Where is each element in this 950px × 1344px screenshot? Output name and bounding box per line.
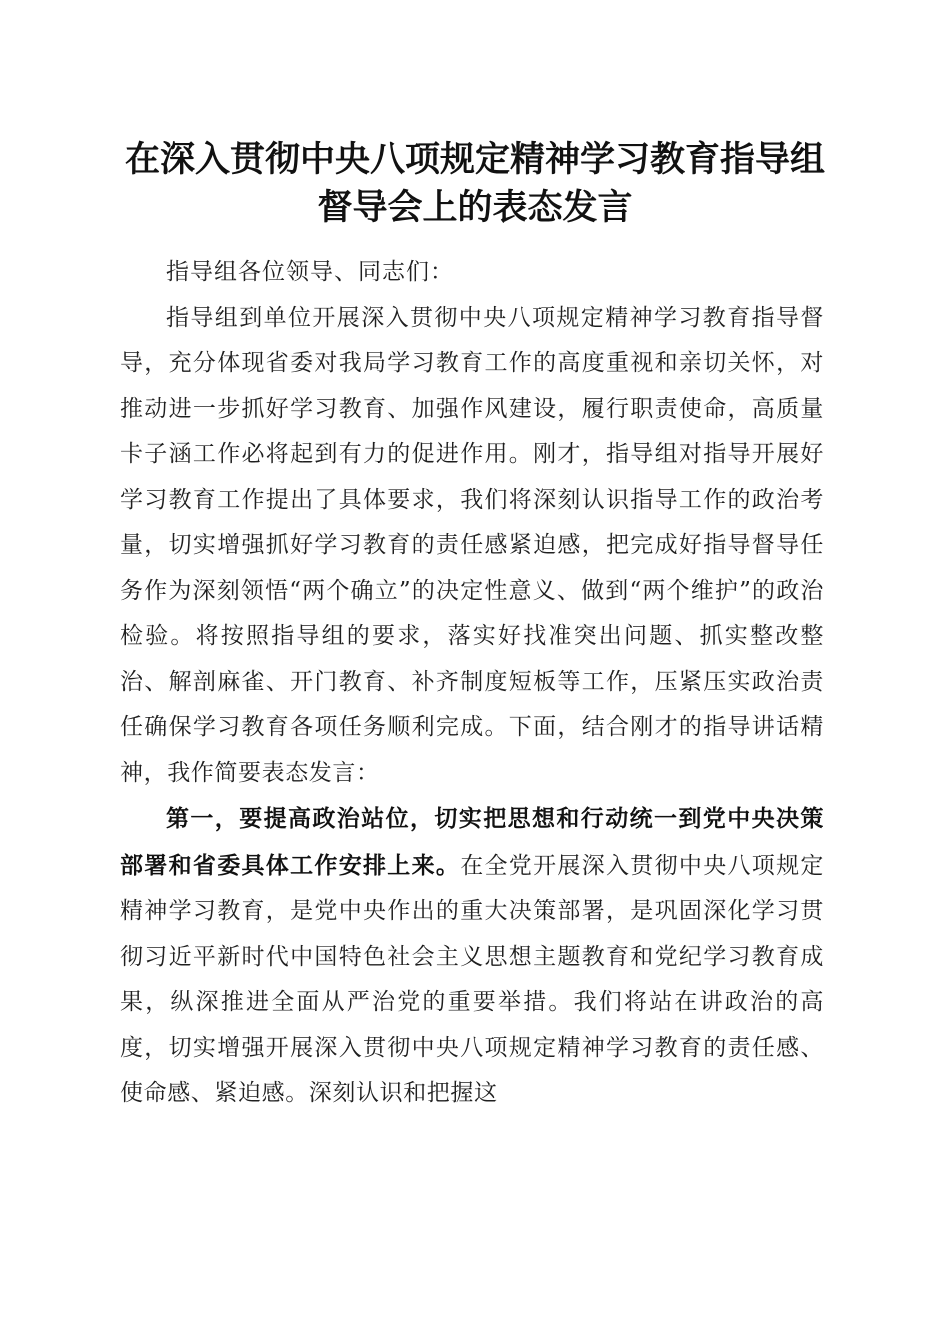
paragraph-first-point [120,796,824,1117]
first-point-heading: 第一，要提高政治站位，切实把思想和行动统一到党中央决策部署和省委具体工作安排上来。 [120,805,824,879]
title-line-1: 在深入贯彻中央八项规定精神学习教育指导组 [124,139,825,180]
first-point-text: 在全党开展深入贯彻中央八项规定精神学习教育，是党中央作出的重大决策部署，是巩固深化学习贯彻习近平新时代中国特色社会主义思想主题教育和党纪学习教育成果，纵深推进全面从严治党的重要举措。我们将站在讲政治的高度，切实增强开展深入贯彻中央八项规定精神学习教育的责任感、使命感、紧迫感。深刻认识和把握这 [120,852,824,1106]
salutation: 指导组各位领导、同志们： [166,259,454,285]
title-line-2: 督导会上的表态发言 [317,187,633,228]
paragraph-intro: 指导组到单位开展深入贯彻中央八项规定精神学习教育指导督导，充分体现省委对我局学习教育工作的高度重视和亲切关怀，对推动进一步抓好学习教育、加强作风建设，履行职责使命，高质量卡子涵工作必将起到有力的促进作用。刚才，指导组对指导开展好学习教育工作提出了具体要求，我们将深刻认识指导工作的政治考量，切实增强抓好学习教育的责任感紧迫感，把完成好指导督导任务作为深刻领悟“两个确立”的决定性意义、做到“两个维护”的政治检验。将按照指导组的要求，落实好找准突出问题、抓实整改整治、解剖麻雀、开门教育、补齐制度短板等工作，压紧压实政治责任确保学习教育各项任务顺利完成。下面，结合刚才的指导讲话精神，我作简要表态发言： [120,304,824,786]
document-title [110,136,840,232]
document-body [120,250,824,1117]
